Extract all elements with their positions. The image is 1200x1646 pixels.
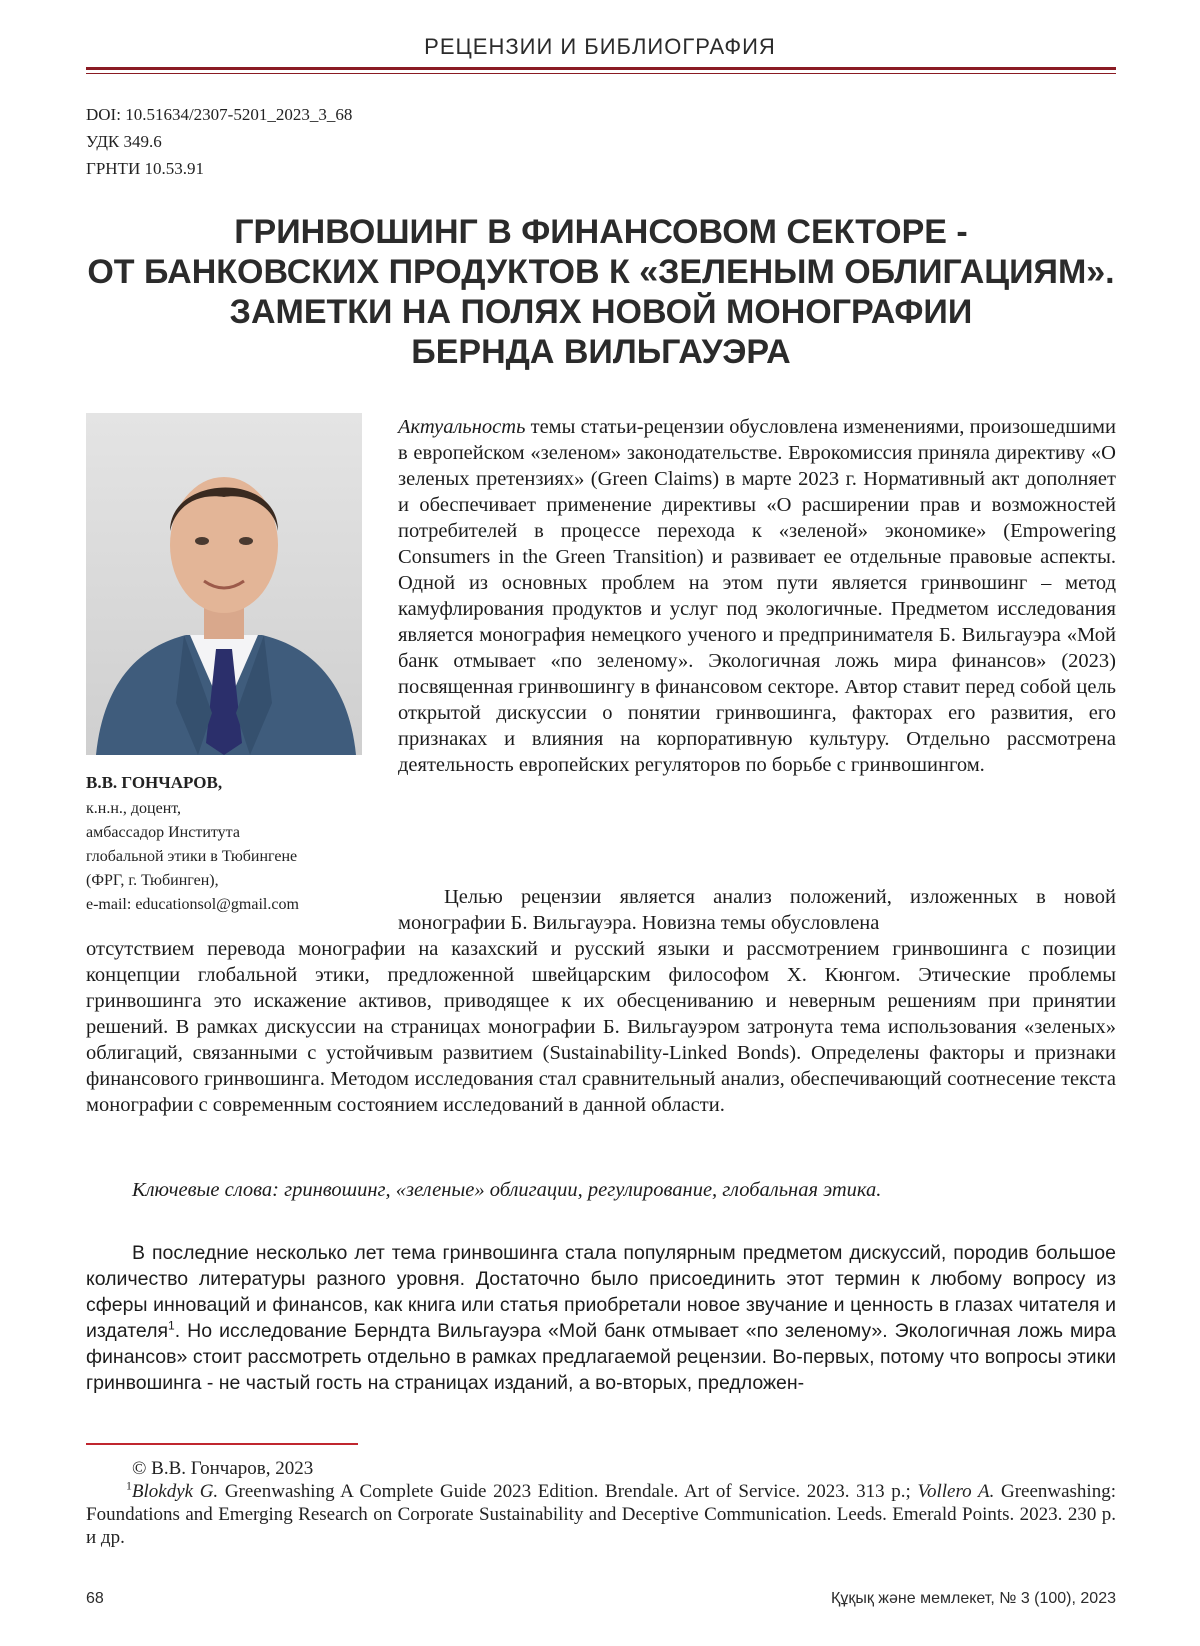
body-p1-before: В последние несколько лет тема гринвошинга стала популярным предметом дискуссий, породив большое количество литературы разного уровня. Достаточно было присоединить этот термин к любому вопросу из сферы инноваций и финансов, как книга или статья приобретали новое звучание и ценность в глазах читателя и издателя xyxy=(86,1242,1116,1342)
footnote-1-mark: 1 xyxy=(126,1479,132,1493)
title-line-2: ОТ БАНКОВСКИХ ПРОДУКТОВ К «ЗЕЛЕНЫМ ОБЛИГАЦИЯМ». xyxy=(87,253,1115,291)
title-line-3: ЗАМЕТКИ НА ПОЛЯХ НОВОЙ МОНОГРАФИИ xyxy=(229,293,973,331)
abstract-paragraph-2-part-2: отсутствием перевода монографии на казахский и русский языки и рассмотрением гринвошинга с позиции концепции глобальной этики, предложенной швейцарским философом Х. Кюнгом. Этические проблемы гринвошинга это искажение активов, приводящее к их обесцениванию и неверным решениям при принятии решений. В рамках дискуссии на страницах монографии Б. Вильгауэром затронута тема использования «зеленых» облигаций, связанными с устойчивым развитием (Sustainability-Linked Bonds). Определены факторы и признаки финансового гринвошинга. Методом исследования стал сравнительный анализ, обеспечивающий соотнесение текста монографии с современным состоянием исследований в данной области. xyxy=(86,938,1116,1116)
footnote-1-author-1: Blokdyk G. xyxy=(131,1481,219,1502)
author-photo xyxy=(86,413,362,755)
footnote-1-author-2: Vollero A. xyxy=(917,1481,995,1502)
footnote-rule xyxy=(86,1443,358,1445)
author-role-3: (ФРГ, г. Тюбинген), xyxy=(86,872,219,889)
footnote-reference[interactable]: 1 xyxy=(168,1318,175,1333)
copyright-line: © В.В. Гончаров, 2023 xyxy=(132,1458,314,1479)
header-rule-thin xyxy=(86,73,1116,74)
title-line-1: ГРИНВОШИНГ В ФИНАНСОВОМ СЕКТОРЕ - xyxy=(234,213,968,251)
author-block xyxy=(86,771,376,917)
doi-line[interactable]: DOI: 10.51634/2307-5201_2023_3_68 xyxy=(86,105,353,124)
author-name: В.В. ГОНЧАРОВ, xyxy=(86,773,223,792)
page-number: 68 xyxy=(86,1590,104,1607)
body-p1-after: . Но исследование Берндта Вильгауэра «Мой банк отмывает «по зеленому». Экологичная ложь мира финансов» стоит рассмотреть отдельно в рамках предлагаемой рецензии. Во-первых, потому что вопросы этики гринвошинга - не частый гость на страницах изданий, а во-вторых, предложен- xyxy=(86,1320,1116,1394)
keywords: Ключевые слова: гринвошинг, «зеленые» облигации, регулирование, глобальная этика. xyxy=(132,1179,882,1201)
abstract-paragraph-2-part-1: Целью рецензии является анализ положений, изложенных в новой монографии Б. Вильгауэра. Новизна темы обусловлена xyxy=(398,886,1116,934)
header-rule-thick xyxy=(86,67,1116,70)
grnti-line: ГРНТИ 10.53.91 xyxy=(86,159,204,178)
author-portrait-illustration xyxy=(86,413,362,755)
footnote-1-text-2: Greenwashing: Foundations and Emerging Research on Corporate Sustainability and Deceptive Communication. Leeds. Emerald Points. 2023. 230 p. и др. xyxy=(86,1481,1116,1548)
abstract-paragraph-1 xyxy=(398,414,1116,778)
author-role-1: амбассадор Института xyxy=(86,824,240,841)
footnote-1-text-1: Greenwashing A Complete Guide 2023 Edition. Brendale. Art of Service. 2023. 313 p.; xyxy=(218,1481,918,1502)
footnotes xyxy=(86,1457,1116,1549)
running-head-section: РЕЦЕНЗИИ И БИБЛИОГРАФИЯ xyxy=(424,34,776,59)
footnote-1 xyxy=(86,1480,1116,1549)
abstract-lead-word: Актуальность xyxy=(398,416,526,438)
body-paragraph-1 xyxy=(86,1240,1116,1396)
author-role-2: глобальной этики в Тюбингене xyxy=(86,848,298,865)
abstract-p1-text: темы статьи-рецензии обусловлена изменениями, произошедшими в европейском «зеленом» законодательстве. Еврокомиссия приняла директиву «О зеленых претензиях» (Green Claims) в марте 2023 г. Нормативный акт дополняет и обеспечивает применение директивы «О расширении прав и возможностей потребителей в процессе перехода к «зеленой» экономике» (Empowering Consumers in the Green Transition) и развивает ее отдельные правовые аспекты. Одной из основных проблем на этом пути является гринвошинг – метод камуфлирования продуктов и услуг под экологичные. Предметом исследования является монография немецкого ученого и предпринимателя Б. Вильгауэра «Мой банк отмывает «по зеленому». Экологичная ложь мира финансов» (2023) посвященная гринвошингу в финансовом секторе. Автор ставит перед собой цель открытой дискуссии о понятии гринвошинга, факторах его развития, его признаках и влияния на корпоративную культуру. Отдельно рассмотрена деятельность европейских регуляторов по борьбе с гринвошингом. xyxy=(398,416,1116,776)
author-email[interactable]: e-mail: educationsol@gmail.com xyxy=(86,896,299,913)
udk-line: УДК 349.6 xyxy=(86,132,162,151)
article-identifiers xyxy=(86,101,352,182)
title-line-4: БЕРНДА ВИЛЬГАУЭРА xyxy=(411,333,791,371)
author-degree: к.н.н., доцент, xyxy=(86,800,182,817)
article-title xyxy=(86,212,1116,372)
journal-citation: Құқық және мемлекет, № 3 (100), 2023 xyxy=(831,1590,1116,1607)
